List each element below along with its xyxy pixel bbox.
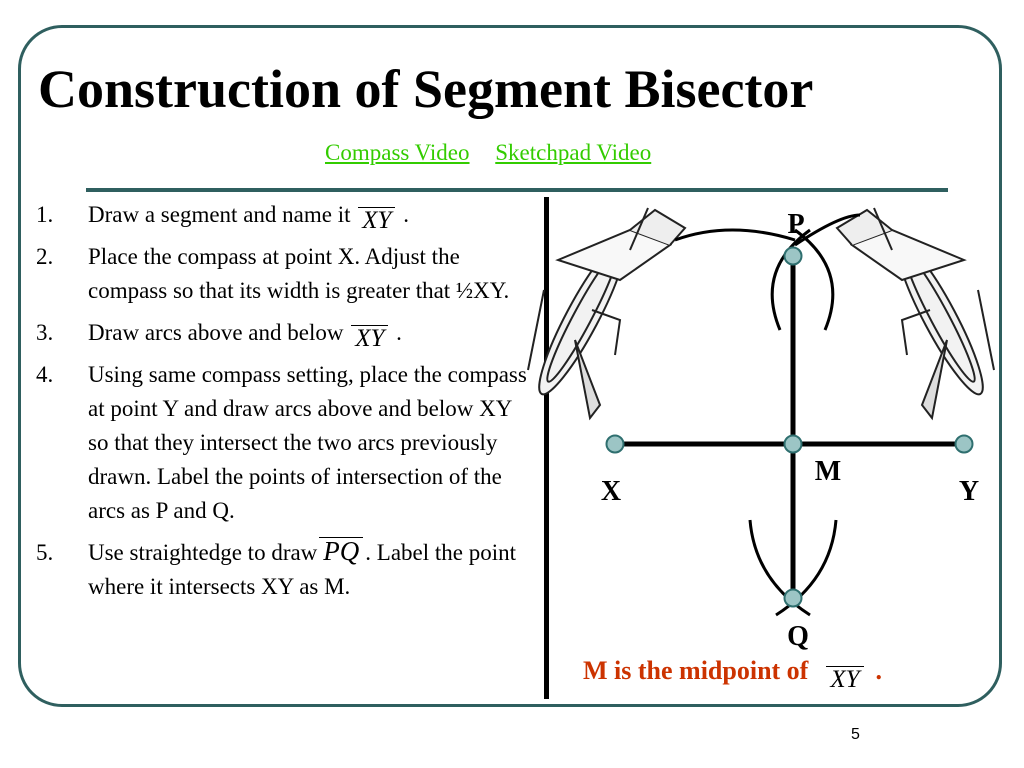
step-2	[36, 240, 536, 308]
segment-notation: PQ	[319, 537, 363, 562]
label-q: Q	[787, 621, 809, 652]
step-number: 3.	[36, 320, 54, 345]
label-m: M	[814, 456, 842, 487]
step-4	[36, 358, 536, 528]
step-text: Draw arcs above and below	[88, 320, 344, 345]
bisector-diagram	[520, 190, 1010, 652]
compass-video-link[interactable]: Compass Video	[325, 140, 470, 165]
step-number: 4.	[36, 362, 54, 387]
point-q	[785, 590, 802, 607]
step-text: Use straightedge to draw	[88, 540, 318, 565]
step-text: Draw a segment and name it	[88, 202, 351, 227]
step-1	[36, 198, 536, 232]
label-x: X	[600, 476, 622, 507]
label-y: Y	[958, 476, 980, 507]
video-links	[325, 140, 651, 166]
label-p: P	[787, 209, 805, 240]
step-number: 2.	[36, 244, 54, 269]
construction-arc	[675, 230, 795, 240]
step-text-end: . Label the point where it intersects XY as M.	[88, 540, 517, 599]
segment-notation: XY	[351, 325, 388, 350]
left-compass-icon	[527, 208, 685, 418]
step-text-end: .	[396, 320, 402, 345]
step-number: 5.	[36, 540, 54, 565]
step-5	[36, 536, 536, 604]
point-p	[785, 248, 802, 265]
segment-notation: XY	[358, 207, 395, 232]
step-3	[36, 316, 536, 350]
construction-steps	[36, 198, 536, 612]
page-number: 5	[851, 726, 860, 743]
sketchpad-video-link[interactable]: Sketchpad Video	[495, 140, 652, 165]
segment-notation: XY	[826, 666, 863, 691]
point-m	[785, 436, 802, 453]
step-number: 1.	[36, 202, 54, 227]
conclusion-text	[583, 656, 883, 693]
conclusion-end: .	[875, 656, 883, 685]
right-compass-icon	[837, 208, 995, 418]
step-text: Place the compass at point X. Adjust the compass so that its width is greater that ½XY.	[88, 244, 510, 303]
slide-title: Construction of Segment Bisector	[38, 59, 814, 119]
step-text: Using same compass setting, place the compass at point Y and draw arcs above and below XY so that they intersect the two arcs previously drawn. Label the points of intersection of the arcs as P and Q.	[88, 362, 527, 523]
point-x	[607, 436, 624, 453]
point-y	[956, 436, 973, 453]
step-text-end: .	[403, 202, 409, 227]
arc-above-right	[795, 230, 833, 330]
conclusion-label: M is the midpoint of	[583, 656, 809, 685]
